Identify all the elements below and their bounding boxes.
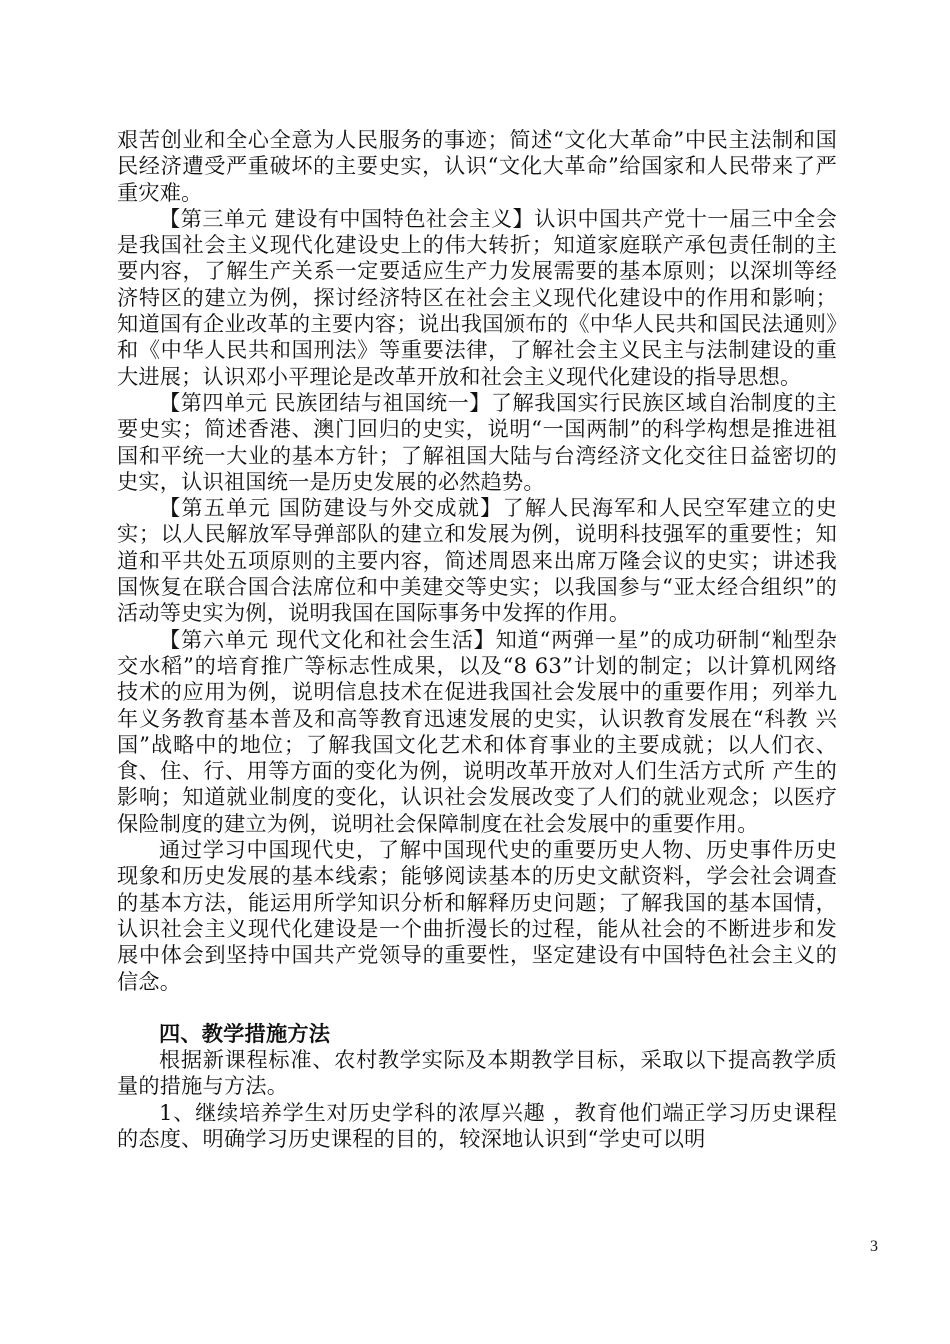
section-heading: 四、教学措施方法 [159,1020,331,1046]
paragraph-unit-six: 【第六单元 现代文化和社会生活】知道“两弹一星”的成功研制“籼型杂交水稻”的培育推广等标志性成果，以及“8 63”计划的制定；以计算机网络技术的应用为例，说明信息技术在促进我国社会发展中的重要作用；列举九年义务教育基本普及和高等教育迅速发展的史实，认识教育发展在“科教 兴国”战略中的地位；了解我国文化艺术和体育事业的主要成就；以人们衣、食、住、行、用等方面的变化为例，说明改革开放对人们生活方式所 产生的影响；知道就业制度的变化，认识社会发展改变了人们的就业观念；以医疗保险制度的建立为例，说明社会保障制度在社会发展中的重要作用。 [117,626,837,836]
paragraph-unit-five: 【第五单元 国防建设与外交成就】了解人民海军和人民空军建立的史实；以人民解放军导弹部队的建立和发展为例，说明科技强军的重要性；知道和平共处五项原则的主要内容，简述周恩来出席万隆会议的史实；讲述我国恢复在联合国合法席位和中美建交等史实；以我国参与“亚太经合组织”的活动等史实为例，说明我国在国际事务中发挥的作用。 [117,495,837,626]
section-gap [117,995,837,1021]
page-number: 3 [870,1238,878,1255]
paragraph-measures-intro: 根据新课程标准、农村教学实际及本期教学目标，采取以下提高教学质量的措施与方法。 [117,1047,837,1099]
paragraph-measure-one: 1、继续培养学生对历史学科的浓厚兴趣 ，教育他们端正学习历史课程的态度、明确学习历史课程的目的，较深地认识到“学史可以明 [117,1099,837,1151]
body-text [117,127,837,1152]
paragraph-unit-three: 【第三单元 建设有中国特色社会主义】认识中国共产党十一届三中全会是我国社会主义现代化建设史上的伟大转折；知道家庭联产承包责任制的主要内容，了解生产关系一定要适应生产力发展需要的基本原则；以深圳等经济特区的建立为例，探讨经济特区在社会主义现代化建设中的作用和影响；知道国有企业改革的主要内容；说出我国颁布的《中华人民共和国民法通则》和《中华人民共和国刑法》等重要法律，了解社会主义民主与法制建设的重大进展；认识邓小平理论是改革开放和社会主义现代化建设的指导思想。 [117,205,837,389]
paragraph-continued: 艰苦创业和全心全意为人民服务的事迹；简述“文化大革命”中民主法制和国民经济遭受严重破坏的主要史实，认识“文化大革命”给国家和人民带来了严重灾难。 [117,127,837,205]
paragraph-summary: 通过学习中国现代史，了解中国现代史的重要历史人物、历史事件历史现象和历史发展的基本线索；能够阅读基本的历史文献资料，学会社会调查的基本方法，能运用所学知识分析和解释历史问题；了解我国的基本国情，认识社会主义现代化建设是一个曲折漫长的过程，能从社会的不断进步和发展中体会到坚持中国共产党领导的重要性，坚定建设有中国特色社会主义的信念。 [117,837,837,994]
paragraph-unit-four: 【第四单元 民族团结与祖国统一】了解我国实行民族区域自治制度的主要史实；简述香港、澳门回归的史实，说明“一国两制”的科学构想是推进祖国和平统一大业的基本方针；了解祖国大陆与台湾经济文化交往日益密切的史实，认识祖国统一是历史发展的必然趋势。 [117,389,837,494]
